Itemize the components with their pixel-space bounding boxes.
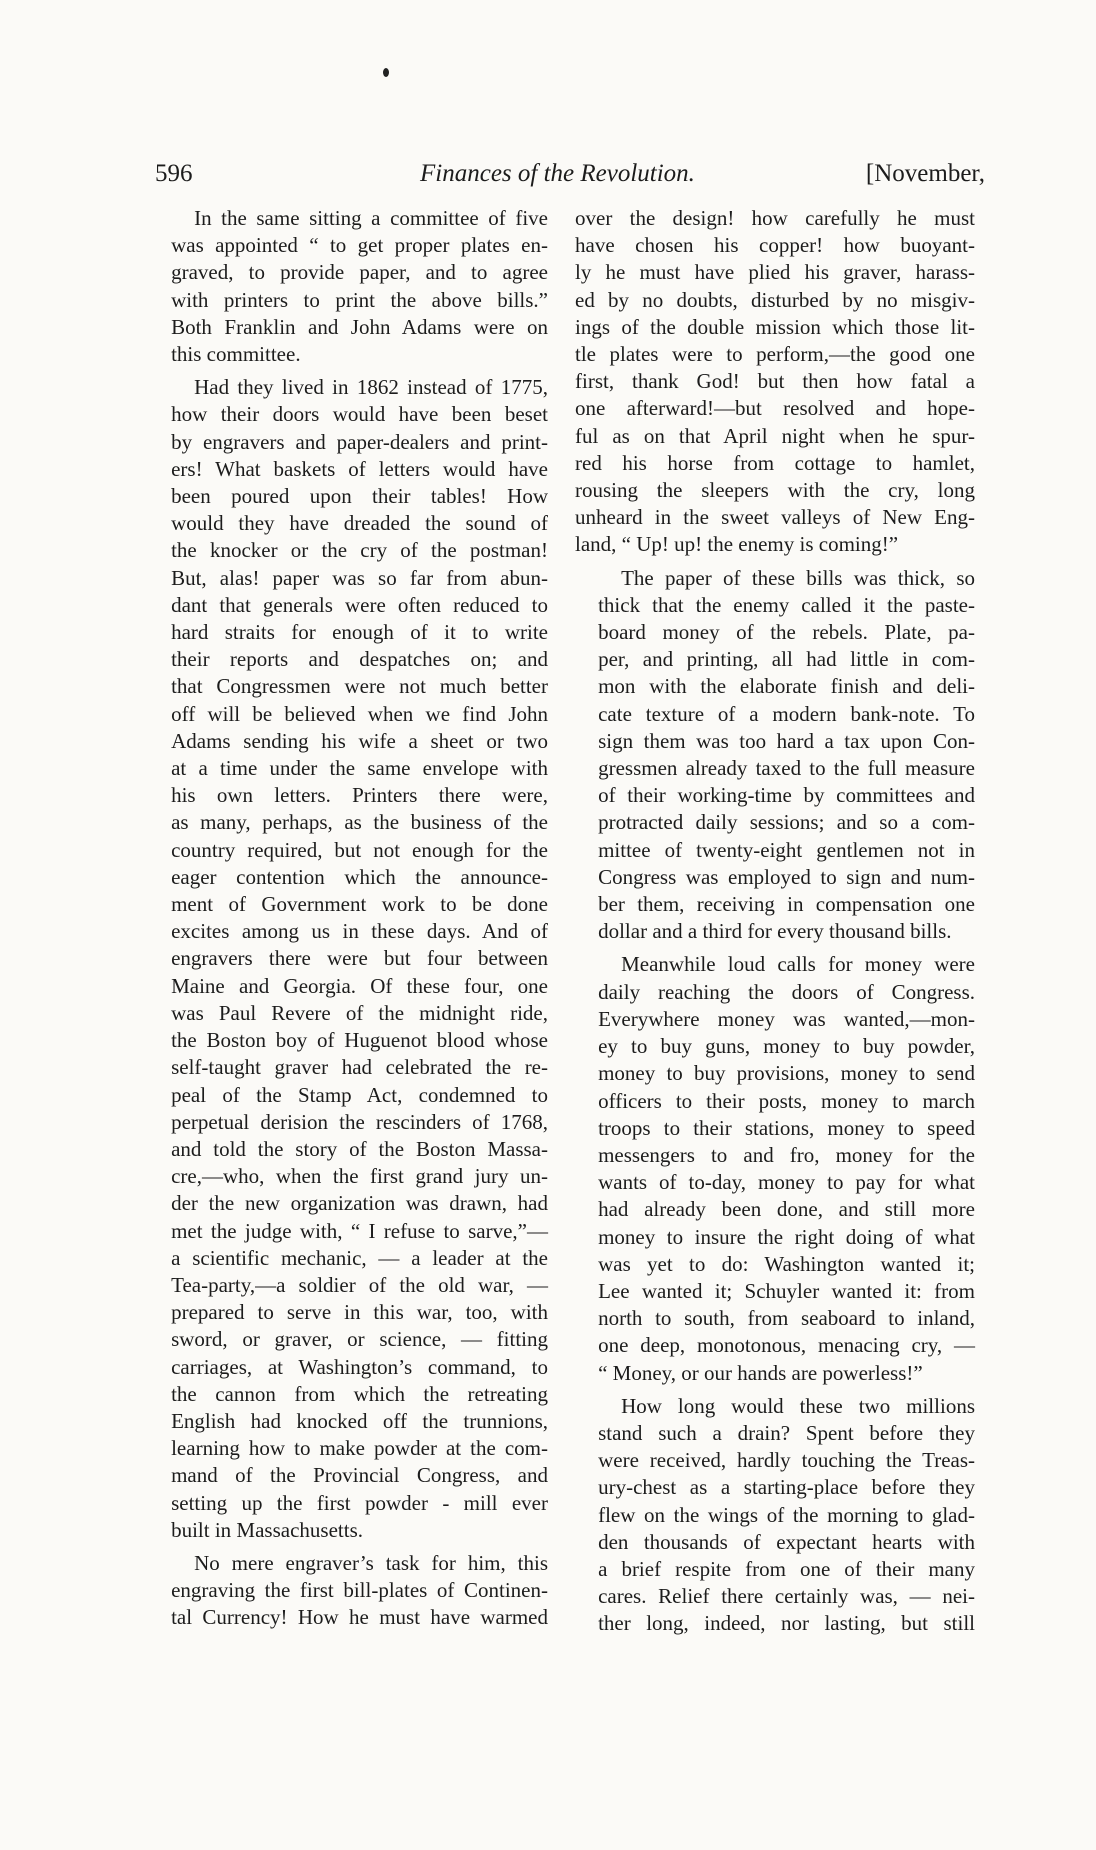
paragraph [575,951,975,1386]
text-line: “ Money, or our hands are powerless!” [598,1360,923,1385]
text-line: ury-chest as a starting-place before they [598,1475,975,1500]
text-line: met the judge with, “ I refuse to sarve,”— [171,1218,548,1243]
text-line: the knocker or the cry of the postman! [171,538,548,563]
header-month: [November, [865,160,985,187]
text-line: first, thank God! but then how fatal a [575,369,975,394]
text-line: of their working-time by committees and [598,783,975,808]
text-line: were received, hardly touching the Treas- [598,1448,975,1473]
text-line: was Paul Revere of the midnight ride, [171,1000,548,1025]
text-line: ey to buy guns, money to buy powder, [598,1034,975,1059]
paragraph [148,1550,548,1632]
text-line: over the design! how carefully he must [575,206,975,230]
text-line: tle plates were to perform,—the good one [575,342,975,367]
text-line: Adams sending his wife a sheet or two [171,728,548,753]
text-line: stand such a drain? Spent before they [598,1420,975,1445]
text-line: ings of the double mission which those lit- [575,314,975,339]
text-line: have chosen his copper! how buoyant- [575,233,975,258]
text-line: mon with the elaborate finish and deli- [598,674,975,699]
text-line: In the same sitting a committee of five [194,206,548,230]
text-line: troops to their stations, money to speed [598,1115,975,1140]
text-line: den thousands of expectant hearts with [598,1529,975,1554]
text-line: had already been done, and still more [598,1197,975,1222]
text-line: sign them was too hard a tax upon Con- [598,728,975,753]
text-line: how their doors would have been beset [171,402,548,427]
text-line: dollar and a third for every thousand bills. [598,919,952,944]
text-line: ment of Government work to be done [171,892,548,917]
text-line: hard straits for enough of it to write [171,620,548,645]
text-line: one afterward!—but resolved and hope- [575,396,975,421]
page-number: 596 [155,160,193,187]
text-line: land, “ Up! up! the enemy is coming!” [575,532,899,557]
text-line: with printers to print the above bills.” [171,287,548,312]
text-line: Everywhere money was wanted,—mon- [598,1006,975,1031]
text-line: off will be believed when we find John [171,701,548,726]
text-line: graved, to provide paper, and to agree [171,260,548,285]
text-line: was yet to do: Washington wanted it; [598,1251,975,1276]
text-line: dant that generals were often reduced to [171,592,548,617]
text-line: wants of to-day, money to pay for what [598,1170,975,1195]
text-line: a scientific mechanic, — a leader at the [171,1245,548,1270]
text-line: the cannon from which the retreating [171,1381,548,1406]
text-line: his own letters. Printers there were, [171,783,548,808]
paragraph [575,565,975,946]
text-line: would they have dreaded the sound of [171,511,548,536]
text-line: by engravers and paper-dealers and print- [171,429,548,454]
text-line: flew on the wings of the morning to glad- [598,1502,975,1527]
text-line: carriages, at Washington’s command, to [171,1354,548,1379]
running-title: Finances of the Revolution. [420,160,695,187]
text-line: setting up the first powder - mill ever [171,1490,548,1515]
text-line: der the new organization was drawn, had [171,1191,548,1216]
text-line: north to south, from seaboard to inland, [598,1306,975,1331]
text-line: Meanwhile loud calls for money were [621,952,975,977]
text-line: The paper of these bills was thick, so [621,565,975,590]
text-line: this committee. [171,342,301,367]
text-line: Both Franklin and John Adams were on [171,314,548,339]
text-line: unheard in the sweet valleys of New Eng- [575,505,975,530]
text-line: peal of the Stamp Act, condemned to [171,1082,548,1107]
text-line: built in Massachusetts. [171,1517,363,1542]
text-line: ers! What baskets of letters would have [171,456,548,481]
text-line: that Congressmen were not much better [171,674,548,699]
text-line: gressmen already taxed to the full measure [598,756,975,781]
text-line: red his horse from cottage to hamlet, [575,450,975,475]
paragraph [148,205,548,368]
text-line: the Boston boy of Huguenot blood whose [171,1028,548,1053]
text-line: eager contention which the announce- [171,864,548,889]
running-header [155,160,985,200]
text-line: board money of the rebels. Plate, pa- [598,620,975,645]
text-line: tal Currency! How he must have warmed [171,1605,548,1630]
text-line: and told the story of the Boston Massa- [171,1136,548,1161]
paragraph [575,1393,975,1638]
text-line: Lee wanted it; Schuyler wanted it: from [598,1278,975,1303]
text-line: But, alas! paper was so far from abun- [171,565,548,590]
text-line: perpetual derision the rescinders of 1768, [171,1109,548,1134]
paragraph [148,374,548,1544]
text-line: cre,—who, when the first grand jury un- [171,1164,548,1189]
text-line: was appointed “ to get proper plates en- [171,233,548,258]
text-line: their reports and despatches on; and [171,647,548,672]
text-line: Had they lived in 1862 instead of 1775, [194,375,548,400]
text-line: ed by no doubts, disturbed by no misgiv- [575,287,975,312]
text-line: been poured upon their tables! How [171,484,548,509]
text-line: as many, perhaps, as the business of the [171,810,548,835]
text-line: sword, or graver, or science, — fitting [171,1327,548,1352]
text-line: one deep, monotonous, menacing cry, — [598,1333,975,1358]
text-line: English had knocked off the trunnions, [171,1408,548,1433]
text-line: cares. Relief there certainly was, — nei- [598,1584,975,1609]
ink-speck [383,68,389,77]
left-column [148,205,548,1638]
text-line: ful as on that April night when he spur- [575,423,975,448]
text-line: ber them, receiving in compensation one [598,892,975,917]
text-line: protracted daily sessions; and so a com- [598,810,975,835]
text-line: officers to their posts, money to march [598,1088,975,1113]
text-line: messengers to and fro, money for the [598,1142,975,1167]
text-line: thick that the enemy called it the paste- [598,592,975,617]
text-line: prepared to serve in this war, too, with [171,1300,548,1325]
paragraph [575,205,975,559]
text-line: ly he must have plied his graver, harass- [575,260,975,285]
text-line: per, and printing, all had little in com- [598,647,975,672]
text-line: daily reaching the doors of Congress. [598,979,975,1004]
text-line: money to insure the right doing of what [598,1224,975,1249]
text-line: Maine and Georgia. Of these four, one [171,973,548,998]
text-line: engravers there were but four between [171,946,548,971]
text-line: at a time under the same envelope with [171,756,548,781]
text-line: Tea-party,—a soldier of the old war, — [171,1272,548,1297]
text-line: a brief respite from one of their many [598,1556,975,1581]
right-column [575,205,975,1644]
text-line: money to buy provisions, money to send [598,1061,975,1086]
text-line: cate texture of a modern bank-note. To [598,701,975,726]
text-line: ther long, indeed, nor lasting, but still [598,1611,975,1636]
text-line: How long would these two millions [621,1393,975,1418]
text-line: self-taught graver had celebrated the re- [171,1055,548,1080]
text-line: engraving the first bill-plates of Continen- [171,1578,548,1603]
text-line: rousing the sleepers with the cry, long [575,478,975,503]
text-line: country required, but not enough for the [171,837,548,862]
text-line: No mere engraver’s task for him, this [194,1550,548,1575]
text-line: mittee of twenty-eight gentlemen not in [598,837,975,862]
text-line: mand of the Provincial Congress, and [171,1463,548,1488]
text-line: Congress was employed to sign and num- [598,864,975,889]
text-line: excites among us in these days. And of [171,919,548,944]
text-line: learning how to make powder at the com- [171,1436,548,1461]
